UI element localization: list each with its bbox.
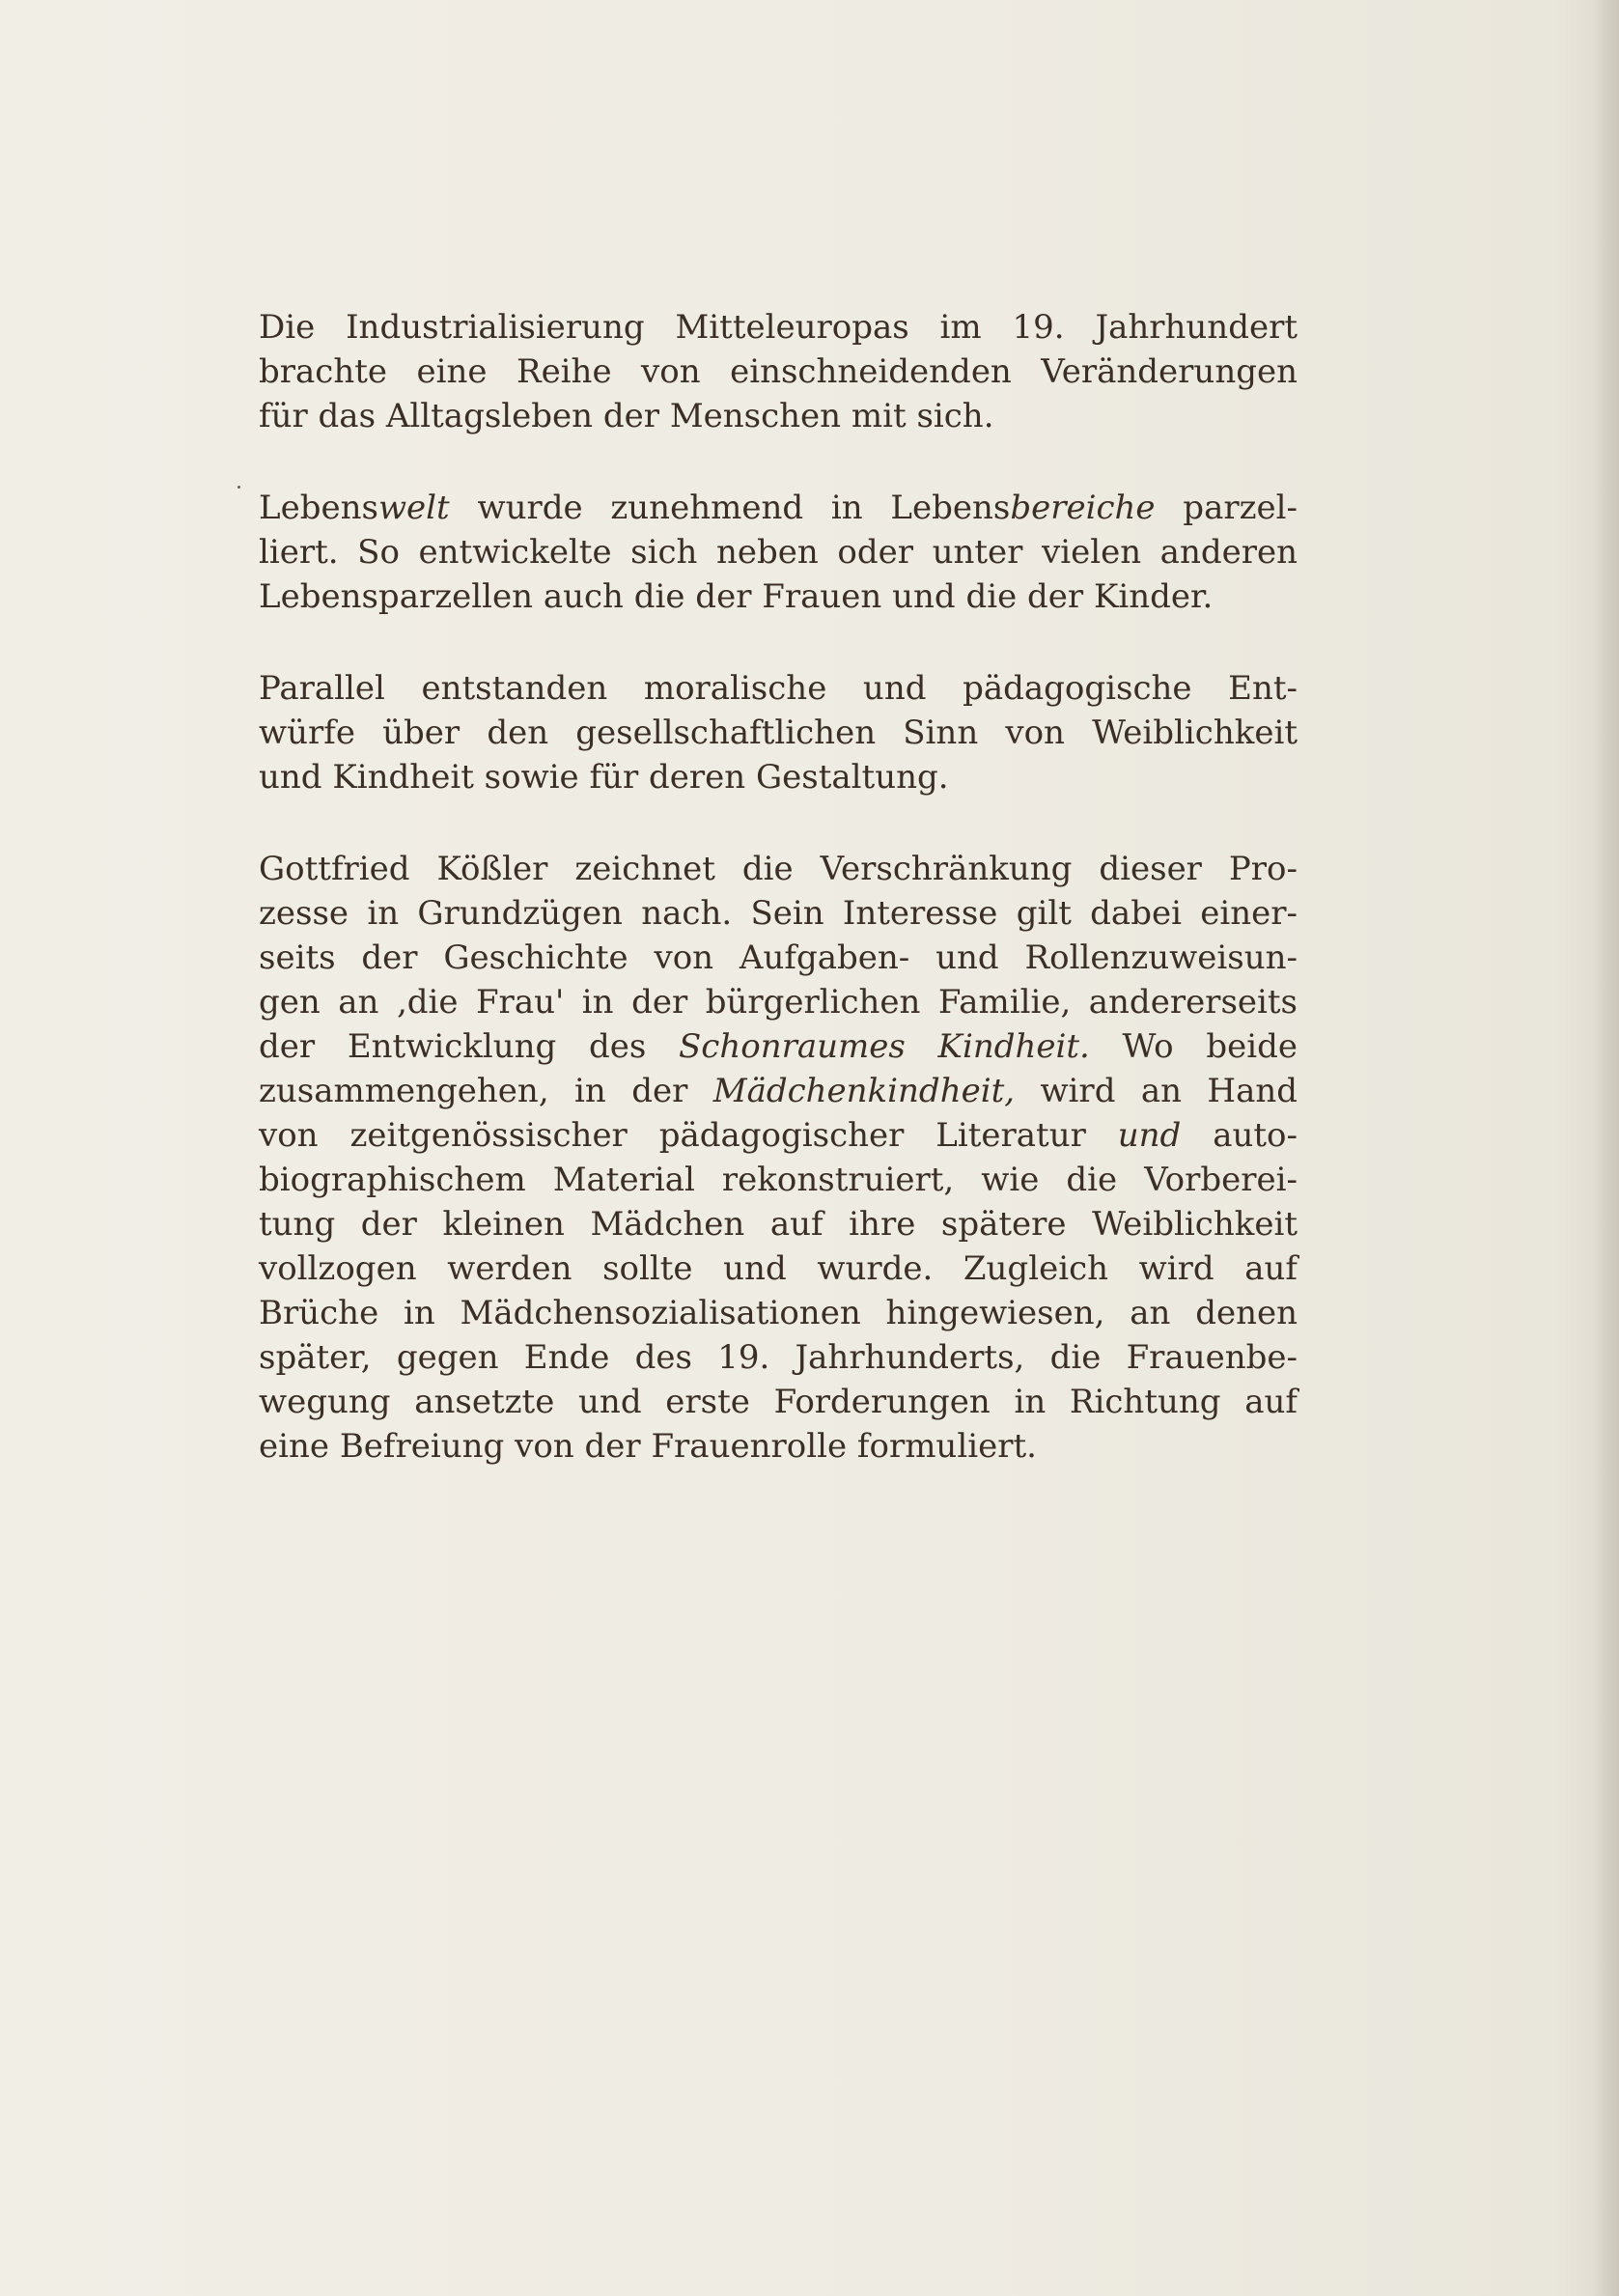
text-run: gen an ‚die Frau' in der bürgerlichen Familie, andererseits — [259, 983, 1298, 1022]
text-line — [259, 1069, 1298, 1113]
text-run: brachte eine Reihe von einschneidenden Veränderungen — [259, 352, 1298, 391]
italic-run: welt — [377, 489, 450, 527]
text-line — [259, 1335, 1298, 1380]
text-line — [259, 755, 1298, 799]
text-line — [259, 1246, 1298, 1291]
text-line — [259, 1380, 1298, 1424]
text-run: zusammengehen, in der — [259, 1072, 713, 1110]
text-run: zesse in Grundzügen nach. Sein Interesse gilt dabei einer- — [259, 894, 1298, 933]
italic-run: Mädchenkindheit, — [712, 1072, 1016, 1110]
text-run: parzel- — [1155, 489, 1298, 527]
text-run: vollzogen werden sollte und wurde. Zugleich wird auf — [259, 1249, 1298, 1288]
text-run: wegung ansetzte und erste Forderungen in Richtung auf — [259, 1383, 1298, 1421]
italic-run: und — [1117, 1116, 1182, 1155]
text-line — [259, 486, 1298, 530]
paper-speck — [237, 486, 240, 489]
paragraph — [259, 847, 1298, 1469]
text-run: der Entwicklung des — [259, 1027, 680, 1066]
text-line — [259, 711, 1298, 755]
text-line — [259, 530, 1298, 574]
text-run: wird an Hand — [1015, 1072, 1298, 1110]
italic-run: bereiche — [1010, 489, 1156, 527]
text-run: Lebens — [259, 489, 378, 527]
text-run: biographischem Material rekonstruiert, wie die Vorberei- — [259, 1161, 1298, 1199]
text-line — [259, 1024, 1298, 1069]
text-line — [259, 350, 1298, 394]
text-run: und Kindheit sowie für deren Gestaltung. — [259, 758, 949, 797]
text-run: für das Alltagsleben der Menschen mit sich. — [259, 397, 994, 435]
text-line — [259, 666, 1298, 711]
text-line — [259, 394, 1298, 438]
paragraph — [259, 305, 1298, 438]
text-run: Die Industrialisierung Mitteleuropas im 19. Jahrhundert — [259, 308, 1298, 347]
text-run: Brüche in Mädchensozialisationen hingewiesen, an denen — [259, 1294, 1298, 1332]
text-run: tung der kleinen Mädchen auf ihre spätere Weiblichkeit — [259, 1205, 1298, 1244]
text-run: wurde zunehmend in Lebens — [449, 489, 1011, 527]
text-line — [259, 1202, 1298, 1246]
text-run: eine Befreiung von der Frauenrolle formuliert. — [259, 1427, 1037, 1466]
text-line — [259, 1113, 1298, 1158]
text-run: später, gegen Ende des 19. Jahrhunderts, die Frauenbe- — [259, 1338, 1298, 1377]
text-line — [259, 574, 1298, 619]
text-run: Lebensparzellen auch die der Frauen und die der Kinder. — [259, 577, 1214, 616]
text-line — [259, 1158, 1298, 1202]
text-line — [259, 305, 1298, 350]
text-line — [259, 980, 1298, 1024]
text-run: von zeitgenössischer pädagogischer Literatur — [259, 1116, 1118, 1155]
text-run: würfe über den gesellschaftlichen Sinn von Weiblichkeit — [259, 714, 1298, 752]
text-run: seits der Geschichte von Aufgaben- und Rollenzuweisun- — [259, 938, 1298, 977]
text-line — [259, 891, 1298, 936]
text-run: Wo beide — [1089, 1027, 1298, 1066]
paragraph — [259, 666, 1298, 799]
italic-run: Schonraumes Kindheit. — [679, 1027, 1090, 1066]
text-run: Parallel entstanden moralische und pädagogische Ent- — [259, 669, 1298, 708]
paragraph — [259, 486, 1298, 619]
text-line — [259, 1424, 1298, 1469]
page-edge-shadow — [1592, 0, 1619, 2296]
text-run: liert. So entwickelte sich neben oder unter vielen anderen — [259, 533, 1298, 572]
text-line — [259, 1291, 1298, 1335]
body-text — [259, 305, 1298, 1516]
text-line — [259, 936, 1298, 980]
text-run: auto- — [1181, 1116, 1298, 1155]
text-run: Gottfried Kößler zeichnet die Verschränkung dieser Pro- — [259, 850, 1298, 888]
text-line — [259, 847, 1298, 891]
